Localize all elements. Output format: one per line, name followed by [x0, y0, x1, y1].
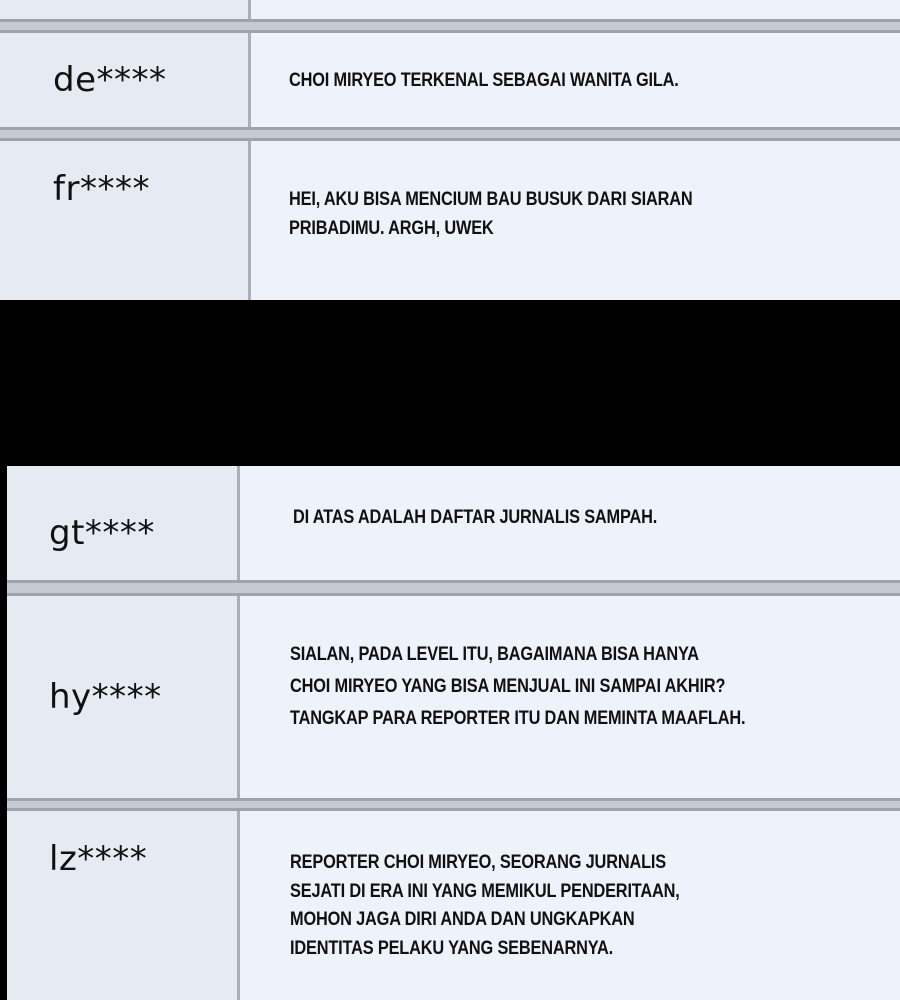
- comment-panel-top: [0, 0, 900, 300]
- comment-row: [0, 33, 900, 127]
- username-cell: [7, 811, 240, 1000]
- comment-text: CHOI MIRYEO TERKENAL SEBAGAI WANITA GILA.: [289, 69, 679, 91]
- comment-cell: [251, 141, 900, 300]
- username: hy****: [49, 677, 162, 717]
- comment-text: HEI, AKU BISA MENCIUM BAU BUSUK DARI SIARAN PRIBADIMU. ARGH, UWEK: [289, 189, 693, 239]
- username-cell: [0, 141, 251, 300]
- comment-cell: [240, 596, 900, 798]
- comment-row: [7, 466, 900, 580]
- comment-row: [0, 141, 900, 300]
- username-cell: [7, 596, 240, 798]
- comment-text: SIALAN, PADA LEVEL ITU, BAGAIMANA BISA HANYA CHOI MIRYEO YANG BISA MENJUAL INI SAMPAI AKHIR? TANGKAP PARA REPORTER ITU DAN MEMINTA MAAFLAH.: [290, 644, 746, 729]
- username: de****: [53, 60, 167, 100]
- comment-text: DI ATAS ADALAH DAFTAR JURNALIS SAMPAH.: [293, 506, 658, 528]
- comment-row-partial: [0, 0, 900, 19]
- row-divider: [7, 580, 900, 583]
- comment-cell: [240, 466, 900, 580]
- comment-cell: [240, 811, 900, 1000]
- comment-panel-bottom: [7, 466, 900, 1000]
- username-cell: [0, 33, 251, 127]
- username: fr****: [53, 169, 150, 209]
- comment-text: REPORTER CHOI MIRYEO, SEORANG JURNALIS SEJATI DI ERA INI YANG MEMIKUL PENDERITAAN, MOHON JAGA DIRI ANDA DAN UNGKAPKAN IDENTITAS PELAKU YANG SEBENARNYA.: [290, 852, 680, 959]
- username-cell: [7, 466, 240, 580]
- comment-row: [7, 811, 900, 1000]
- row-divider: [0, 127, 900, 130]
- username: gt****: [49, 513, 155, 553]
- comment-cell: [251, 0, 900, 19]
- comment-row: [7, 596, 900, 798]
- username-cell: [0, 0, 251, 19]
- username: lz****: [49, 839, 148, 879]
- row-divider: [0, 19, 900, 22]
- comment-cell: [251, 33, 900, 127]
- row-divider: [7, 798, 900, 801]
